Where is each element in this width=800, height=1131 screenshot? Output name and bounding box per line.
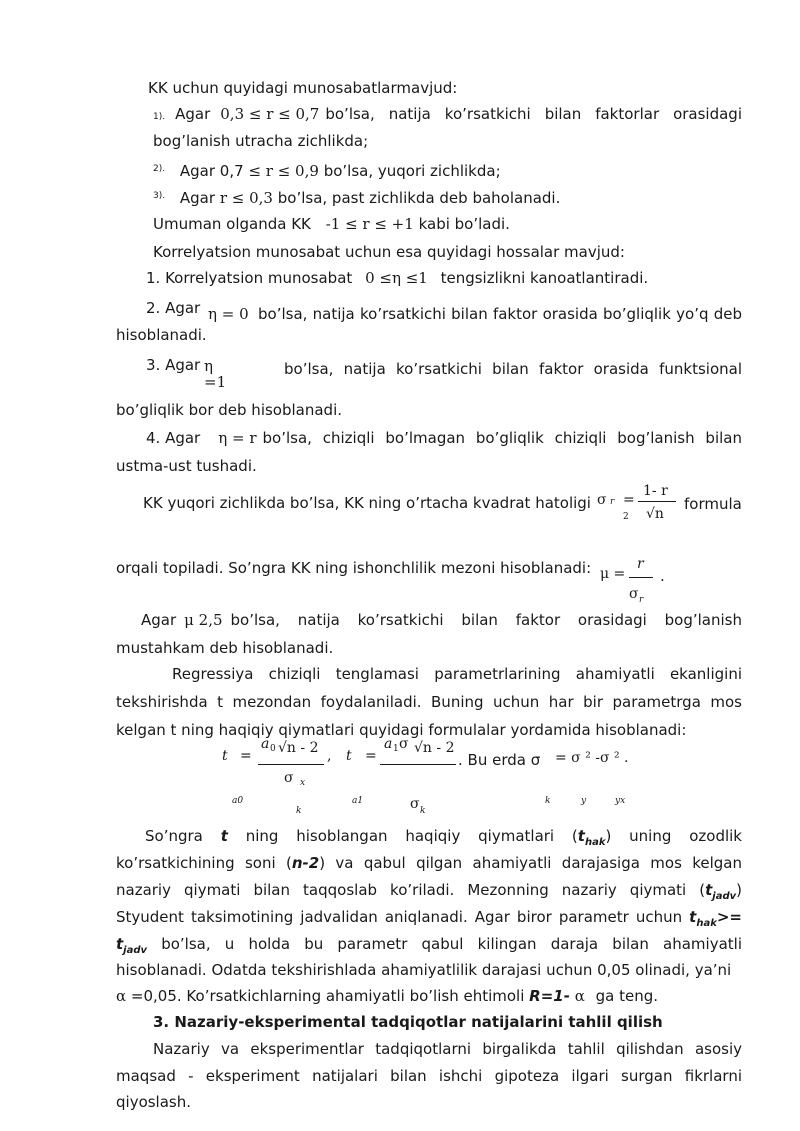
- item-1-text: bo’lsa, natija ko’rsatkichi bilan faktorlar orasidagi: [325, 105, 742, 123]
- item-3: [153, 186, 560, 208]
- item-2-range: ≤ r ≤ 0,9: [248, 162, 319, 180]
- mu-denominator-sub: r: [639, 595, 644, 605]
- property-2-eq: η = 0: [208, 305, 249, 323]
- item-1-continuation: bog’lanish utracha zichlikda;: [153, 132, 369, 150]
- property-4-label: 4. Agar: [146, 429, 201, 447]
- property-3-continuation: bo’gliqlik bor deb hisoblanadi.: [116, 401, 343, 419]
- property-4-continuation: ustma-ust tushadi.: [116, 457, 257, 475]
- t-num-a0-sub: 0: [270, 744, 276, 754]
- item-1-agar: Agar: [175, 105, 211, 123]
- mu-numerator: r: [637, 556, 644, 572]
- item-2-text: bo’lsa, yuqori zichlikda;: [323, 162, 501, 180]
- error-denominator: √n: [646, 506, 664, 522]
- t-num-a1-sub: 1: [393, 744, 399, 754]
- property-4: [146, 428, 742, 448]
- item-2: [153, 159, 501, 181]
- general-line: [153, 214, 510, 234]
- after-l5-jadv: jadv: [123, 945, 148, 956]
- after-l4-hak: hak: [696, 918, 717, 929]
- error-equals: =: [623, 492, 635, 508]
- after-l2-b: ) va qabul qilgan ahamiyatli darajasiga mos kelgan: [319, 854, 742, 872]
- after-line-1: [145, 826, 742, 853]
- property-3-text: bo’lsa, natija ko’rsatkichi bilan faktor orasida funktsional: [284, 360, 742, 378]
- after-l2-a: ko’rsatkichining soni (: [116, 854, 292, 872]
- last-line-2: maqsad - eksperiment natijalari bilan ishchi gipoteza ilgari surgan fikrlarni: [116, 1067, 742, 1085]
- general-text-a: Umuman olganda KK: [153, 215, 311, 233]
- property-1: [146, 268, 648, 288]
- error-fraction-bar: [638, 501, 676, 502]
- property-1-range: 0 ≤η ≤1: [365, 269, 428, 287]
- sub-a1: a1: [352, 796, 364, 806]
- property-2-label: 2. Agar: [146, 299, 201, 317]
- error-formula-word: formula: [684, 495, 742, 513]
- mu-check-text: bo’lsa, natija ko’rsatkichi bilan faktor orasidagi bog’lanish: [230, 611, 742, 629]
- sub-k-1: k: [296, 806, 302, 816]
- t-num-sqrt-2: √n - 2: [414, 740, 455, 756]
- t-den-sigma-1: σ: [284, 770, 294, 786]
- after-hak-sub: hak: [584, 837, 606, 848]
- t-den-x-sub: x: [300, 778, 306, 788]
- after-l1-t: t: [220, 827, 228, 845]
- t-fraction-bar-1: [258, 764, 324, 765]
- item-3-number: 3).: [153, 191, 166, 201]
- property-3-one: =1: [204, 373, 227, 391]
- mu-period: .: [660, 567, 665, 585]
- t-symbol-2: t: [346, 748, 352, 764]
- item-1-range: 0,3 ≤ r ≤ 0,7: [220, 105, 320, 123]
- regression-line-1: Regressiya chiziqli tenglamasi parametrlarining ahamiyatli ekanligini: [172, 665, 742, 683]
- item-3-range: r ≤ 0,3: [219, 189, 273, 207]
- item-3-text: bo’lsa, past zichlikda deb baholanadi.: [277, 189, 561, 207]
- t-den-sigma-2: σ: [410, 796, 420, 812]
- after-l3-b: ): [736, 881, 742, 899]
- r-equals: R=1-: [529, 987, 570, 1005]
- t-fraction-bar-2: [380, 764, 456, 765]
- bu-erda-text: . Bu erda σ: [458, 751, 541, 769]
- regression-line-2: tekshirishda t mezondan foydalaniladi. Buning uchun har bir parametrga mos: [116, 693, 742, 711]
- after-line-3: [116, 880, 742, 907]
- mu-symbol: μ =: [600, 566, 626, 582]
- after-line-6: hisoblanadi. Odatda tekshirishlada ahamiyatlilik darajasi uchun 0,05 olinadi, ya’ni: [116, 961, 732, 979]
- error-sub-2: 2: [623, 512, 629, 522]
- mu-check: [141, 610, 742, 630]
- after-n-2: n-2: [291, 854, 320, 872]
- after-line-5: [116, 934, 742, 961]
- after-l7-c: ga teng.: [595, 987, 659, 1005]
- after-line-2: [116, 853, 742, 873]
- after-t-jadv: t: [705, 881, 713, 899]
- error-numerator: 1- r: [643, 483, 668, 499]
- sub-yx: yx: [615, 796, 626, 806]
- property-3-eta: η: [204, 357, 213, 375]
- after-l5-b: bo’lsa, u holda bu parametr qabul kilingan daraja bilan ahamiyatli: [161, 935, 742, 953]
- item-1: [153, 104, 742, 127]
- property-2-text: bo’lsa, natija ko’rsatkichi bilan faktor orasida bo’gliqlik yo’q deb: [258, 305, 742, 323]
- after-l1-c: ) uning ozodlik: [605, 827, 742, 845]
- general-text-b: kabi bo’ladi.: [418, 215, 510, 233]
- item-3-agar: Agar: [179, 189, 216, 207]
- item-1-number: 1).: [153, 112, 166, 122]
- mu-line-text: orqali topiladi. So’ngra KK ning ishonchlilik mezoni hisoblanadi:: [116, 559, 592, 577]
- alpha-symbol-1: α: [116, 987, 127, 1005]
- regression-line-3: kelgan t ning haqiqiy qiymatlari quyidagi formulalar yordamida hisoblanadi:: [116, 721, 687, 739]
- after-l4-t: t: [689, 908, 697, 926]
- after-l1-a: So’ngra: [145, 827, 203, 845]
- error-sigma: σ: [597, 492, 607, 508]
- t-den-k-sub: k: [420, 806, 426, 816]
- sigma-k-definition: = σ ² -σ ² .: [555, 750, 629, 766]
- general-range: -1 ≤ r ≤ +1: [325, 215, 414, 233]
- after-t-hak: t: [577, 827, 585, 845]
- last-line-1: Nazariy va eksperimentlar tadqiqotlarni birgalikda tahlil qilishdan asosiy: [153, 1040, 742, 1058]
- section-heading: 3. Nazariy-eksperimental tadqiqotlar natijalarini tahlil qilish: [153, 1013, 663, 1031]
- corr-intro-line: Korrelyatsion munosabat uchun esa quyidagi hossalar mavjud:: [153, 243, 625, 261]
- error-sigma-sub: r: [610, 497, 615, 507]
- mu-check-condition: μ 2,5: [184, 611, 223, 629]
- item-2-number: 2).: [153, 164, 166, 174]
- property-3-label: 3. Agar: [146, 356, 201, 374]
- last-line-3: qiyoslash.: [116, 1093, 192, 1111]
- after-jadv-sub: jadv: [712, 891, 737, 902]
- after-l7-b: =0,05. Ko’rsatkichlarning ahamiyatli bo’lish ehtimoli: [130, 987, 525, 1005]
- sub-y: y: [581, 796, 587, 806]
- item-2-agar: Agar 0,7: [179, 162, 244, 180]
- t-num-a1: a: [384, 736, 393, 752]
- sub-a0: a0: [232, 796, 244, 806]
- after-l1-b: ning hisoblangan haqiqiy qiymatlari (: [245, 827, 578, 845]
- t-comma: ,: [327, 748, 332, 764]
- after-line-4: [116, 907, 742, 934]
- after-l4-a: Styudent taksimotining jadvalidan aniqlanadi. Agar biror parametr uchun: [116, 908, 683, 926]
- property-2-continuation: hisoblanadi.: [116, 326, 207, 344]
- t-num-sqrt-1: √n - 2: [278, 740, 319, 756]
- sub-k: k: [545, 796, 551, 806]
- alpha-symbol-2: α: [574, 987, 585, 1005]
- mu-denominator: σ: [629, 586, 639, 602]
- after-l5-t: t: [116, 935, 124, 953]
- t-num-sigma: σ: [399, 736, 409, 752]
- t-equals-1: =: [240, 748, 252, 764]
- property-1-text-b: tengsizlikni kanoatlantiradi.: [440, 269, 649, 287]
- error-line-text: KK yuqori zichlikda bo’lsa, KK ning o’rtacha kvadrat hatoligi: [143, 494, 591, 512]
- property-4-eq: η = r: [218, 429, 257, 447]
- intro-line: KK uchun quyidagi munosabatlarmavjud:: [148, 79, 458, 97]
- t-num-a0: a: [261, 736, 270, 752]
- after-l4-ge: >=: [716, 908, 742, 926]
- t-equals-2: =: [365, 748, 377, 764]
- mu-check-continuation: mustahkam deb hisoblanadi.: [116, 639, 334, 657]
- t-symbol-1: t: [222, 748, 228, 764]
- mu-check-agar: Agar: [141, 611, 177, 629]
- after-line-7: [116, 986, 658, 1006]
- property-1-text-a: 1. Korrelyatsion munosabat: [146, 269, 353, 287]
- property-4-text: bo’lsa, chiziqli bo’lmagan bo’gliqlik chiziqli bog’lanish bilan: [262, 429, 742, 447]
- after-l3-a: nazariy qiymati bilan taqqoslab ko’riladi. Mezonning nazariy qiymati (: [116, 881, 706, 899]
- mu-fraction-bar: [629, 577, 653, 578]
